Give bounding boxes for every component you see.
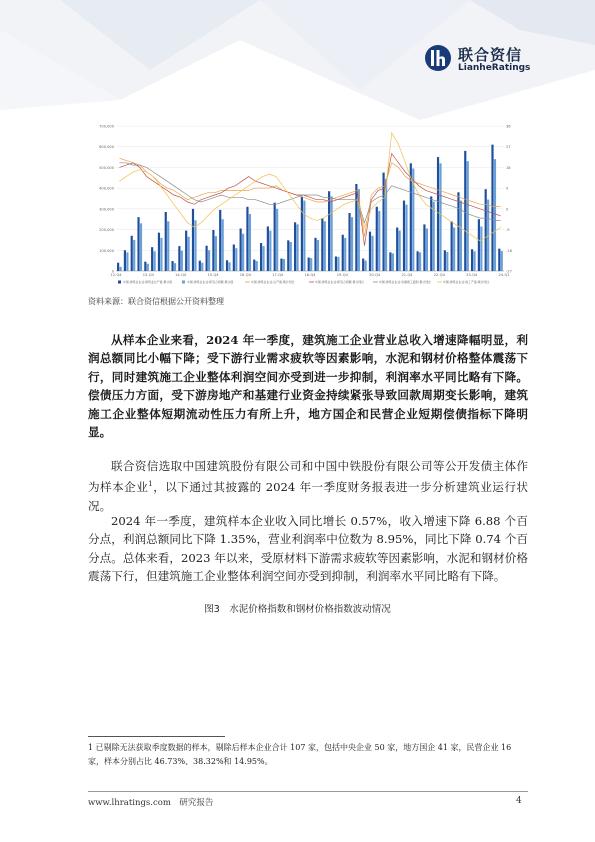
bar [310, 258, 312, 271]
bar [480, 226, 482, 271]
bar [423, 224, 425, 271]
bar [331, 196, 333, 271]
x-tick-label: 22-Q4 [433, 273, 445, 277]
bar [208, 250, 210, 271]
legend-label: 中国:建筑业企业:新签合同额:累计值 [187, 280, 234, 284]
bar [308, 258, 310, 271]
bar [382, 173, 384, 271]
bar [201, 263, 203, 271]
x-tick-label: 24-Q1 [498, 273, 510, 277]
intro-paragraph [88, 457, 528, 515]
bar [274, 203, 276, 271]
bar [328, 191, 330, 271]
page-number: 4 [516, 796, 522, 806]
x-tick-label: 13-Q4 [142, 273, 154, 277]
bar [185, 231, 187, 271]
bar [117, 263, 119, 271]
x-tick-label: 15-Q4 [207, 273, 219, 277]
right-tick-label: 0 [506, 207, 509, 212]
footer-label: 研究报告 [179, 798, 214, 808]
bar [144, 262, 146, 271]
figure-source: 资料来源：联合资信根据公开资料整理 [88, 297, 224, 306]
right-tick-label: 36 [506, 124, 511, 129]
bar [437, 157, 439, 271]
logo-english-name: LianheRatings [458, 63, 531, 73]
series-line [119, 163, 500, 223]
bar [419, 252, 421, 271]
left-tick-label: 100,000 [99, 248, 114, 253]
bar [256, 261, 258, 271]
bar [119, 267, 121, 271]
bar [473, 251, 475, 271]
bar [240, 229, 242, 271]
bar [294, 222, 296, 271]
bar [242, 234, 244, 271]
bar [178, 246, 180, 271]
left-tick-label: 700,000 [99, 124, 114, 129]
x-tick-label: 12-Q4 [110, 273, 122, 277]
bar [140, 223, 142, 271]
bar [344, 238, 346, 271]
bar [365, 261, 367, 271]
x-tick-label: 19-Q4 [336, 273, 348, 277]
right-tick-label: 18 [506, 165, 511, 170]
bar [494, 159, 496, 271]
bar [181, 251, 183, 271]
figure-caption: 图3 水泥价格指数和钢材价格指数波动情况 [204, 604, 391, 615]
bar [453, 228, 455, 272]
left-tick-label: 200,000 [99, 228, 114, 233]
bar [194, 220, 196, 271]
bar [154, 251, 156, 271]
bar [317, 240, 319, 271]
left-tick-label: 600,000 [99, 145, 114, 150]
footnote: 1 已剔除无法获取季度数据的样本，剔除后样本企业合计 107 家，包括中央企业 50 家，地方国企 41 家，民营企业 16 家，样本分别占比 46.73%、38.32%和 14.95%。 [88, 743, 512, 766]
x-tick-label: 23-Q4 [466, 273, 478, 277]
bar [457, 192, 459, 271]
footnote-divider [88, 736, 225, 737]
bar [439, 163, 441, 271]
bar [280, 259, 282, 271]
bar [287, 240, 289, 271]
bar [158, 233, 160, 271]
bar [151, 247, 153, 271]
bar [378, 211, 380, 271]
bar [301, 196, 303, 271]
bar [290, 242, 292, 271]
left-tick-label: 500,000 [99, 165, 114, 170]
bar [417, 251, 419, 271]
bar [467, 161, 469, 271]
right-tick-label: 27 [506, 145, 511, 150]
bar [337, 257, 339, 271]
bar [321, 218, 323, 271]
x-tick-label: 17-Q4 [272, 273, 284, 277]
legend-label: 中国:建筑业企业:房屋施工面积:累计同比 [379, 280, 432, 284]
bar [376, 207, 378, 271]
bar [498, 249, 500, 271]
bar [228, 262, 230, 271]
bar [342, 235, 344, 271]
bar [303, 201, 305, 271]
bar [226, 260, 228, 271]
x-tick-label: 18-Q4 [304, 273, 316, 277]
bar [405, 205, 407, 271]
footer-text [88, 796, 213, 808]
bar [267, 226, 269, 271]
bar [460, 201, 462, 271]
bar [403, 201, 405, 271]
bar [199, 261, 201, 271]
bar [389, 252, 391, 271]
bar [188, 237, 190, 271]
intro-text: 联合资信选取中国建筑股份有限公司和中国中铁股份有限公司等公开发债主体作为样本企业 [88, 459, 528, 495]
x-tick-label: 21-Q4 [401, 273, 413, 277]
summary-paragraph: 从样本企业来看，2024 年一季度，建筑施工企业营业总收入增速降幅明显，利润总额同比小幅下降；受下游行业需求疲软等因素影响，水泥和钢材价格整体震荡下行，同时建筑施工企业整体利润空间亦受到进一步抑制，利润率水平同比略有下降。偿债压力方面，受下游房地产和基建行业资金持续紧张导致回款周期变长影响，建筑施工企业整体短期流动性压力有所上升，地方国企和民营企业短期偿债指标下降明显。 [88, 333, 528, 440]
bar [355, 184, 357, 271]
bar [335, 257, 337, 272]
bar [126, 252, 128, 271]
bar [212, 230, 214, 271]
bar [219, 210, 221, 271]
bar [246, 207, 248, 271]
bar [137, 217, 139, 271]
bar [206, 246, 208, 271]
bar [501, 251, 503, 271]
bar [491, 145, 493, 271]
results-paragraph: 2024 年一季度，建筑样本企业收入同比增长 0.57%，收入增速下降 6.88 个百分点，利润总额同比下降 1.35%，营业利润率中位数为 8.95%，同比下降 0.74 个百分点。总体来看，2023 年以来，受原材料下游需求疲软等因素影响，水泥和钢材价格震荡下行，但建筑施工企业整体利润空间亦受到抑制，利润率水平同比略有下降。 [88, 514, 528, 584]
bar [253, 260, 255, 271]
bar [444, 250, 446, 271]
bar [369, 232, 371, 271]
lianhe-logo-icon [424, 44, 452, 72]
bar [192, 209, 194, 271]
bar [215, 236, 217, 271]
right-tick-label: -27 [506, 269, 512, 274]
right-tick-label: 9 [506, 186, 509, 191]
bar [124, 250, 126, 271]
bar [283, 259, 285, 271]
bar [233, 244, 235, 271]
bar [131, 236, 133, 271]
bar [362, 259, 364, 271]
bar [392, 253, 394, 271]
bar [478, 219, 480, 271]
legend-label: 中国:建筑业企业:新签合同额:累计同比 [315, 280, 365, 284]
bar [174, 263, 176, 271]
bar [171, 261, 173, 271]
bar [464, 151, 466, 271]
bar [296, 224, 298, 271]
bar [262, 246, 264, 271]
x-tick-label: 20-Q4 [369, 273, 381, 277]
bar [165, 212, 167, 271]
left-tick-label: 0 [111, 269, 114, 274]
intro-text-cont: ，以下通过其披露的 2024 年一季度财务报表进一步分析建筑业运行状况。 [88, 480, 528, 513]
bar [235, 248, 237, 271]
bar [396, 228, 398, 272]
bar [348, 213, 350, 271]
x-tick-label: 14-Q4 [175, 273, 187, 277]
legend-label: 中国:建筑业企业:总产值:累计同比 [251, 280, 295, 284]
x-tick-label: 16-Q4 [239, 273, 251, 277]
legend-label: 中国:建筑业企业:竣工产值:累计同比 [443, 280, 490, 284]
bar [471, 249, 473, 271]
right-tick-label: -18 [506, 248, 512, 253]
lianhe-logo [424, 44, 564, 78]
footer-site: www.lhratings.com [88, 798, 171, 808]
legend-swatch [182, 281, 185, 284]
construction-chart [94, 116, 520, 288]
series-line [119, 133, 500, 241]
left-tick-label: 400,000 [99, 186, 114, 191]
bar [133, 240, 135, 271]
logo-chinese-name: 联合资信 [458, 46, 523, 64]
bar [160, 238, 162, 271]
legend-swatch [118, 281, 121, 284]
bar [485, 189, 487, 271]
bar [446, 252, 448, 271]
bar [433, 202, 435, 271]
left-tick-label: 300,000 [99, 207, 114, 212]
bar [222, 219, 224, 271]
bar [399, 231, 401, 271]
bar [371, 236, 373, 271]
right-tick-label: -9 [506, 228, 510, 233]
bar [260, 243, 262, 271]
bar [324, 221, 326, 271]
bar [167, 221, 169, 271]
bar [276, 209, 278, 271]
bar [249, 214, 251, 271]
footer-divider [88, 791, 528, 792]
legend-label: 中国:建筑业企业:建筑业总产值:累计值 [123, 280, 173, 284]
bar [426, 229, 428, 271]
bar [147, 264, 149, 271]
footnote-ref: 1 [148, 480, 153, 489]
bar [314, 238, 316, 271]
bar [269, 231, 271, 271]
bar [451, 221, 453, 271]
bar [351, 217, 353, 271]
